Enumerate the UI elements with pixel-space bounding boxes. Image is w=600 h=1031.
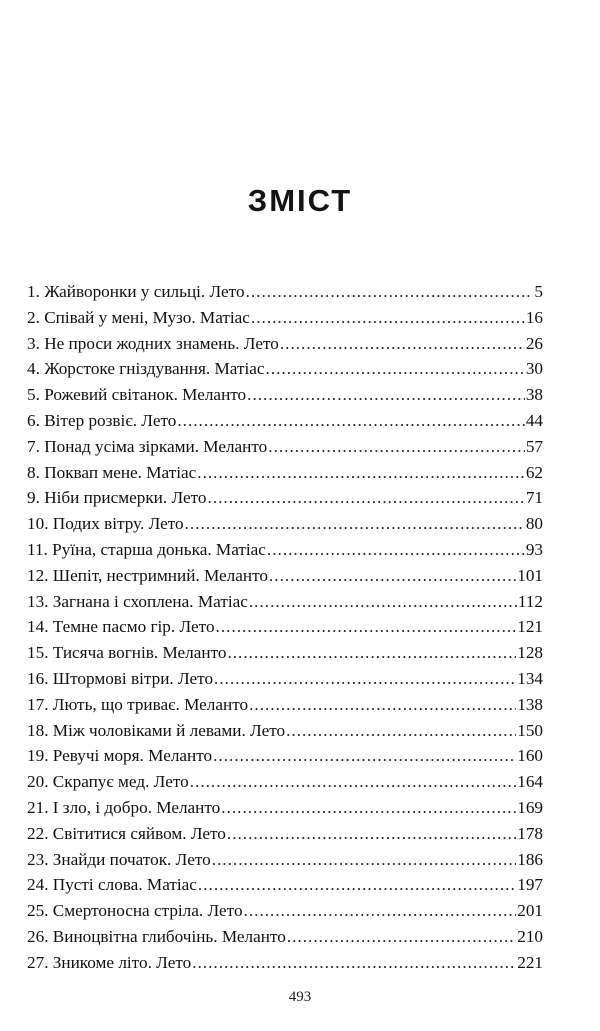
dot-leader — [227, 821, 516, 847]
toc-entry-title: 4. Жорстоке гніздування. Матіас — [27, 359, 265, 379]
toc-entry-title: 21. І зло, і добро. Меланто — [27, 797, 221, 817]
toc-entry — [27, 743, 543, 769]
toc-entry-page: 101 — [517, 565, 543, 585]
toc-entry-title: 12. Шепіт, нестримний. Меланто — [27, 565, 268, 585]
dot-leader — [198, 872, 516, 898]
toc-entry — [27, 666, 543, 692]
toc-entry — [27, 511, 543, 537]
dot-leader — [249, 589, 517, 615]
dot-leader — [190, 769, 516, 795]
dot-leader — [197, 460, 525, 486]
toc-entry — [27, 434, 543, 460]
dot-leader — [251, 305, 525, 331]
toc-entry-title: 6. Вітер розвіє. Лето — [27, 410, 177, 430]
dot-leader — [246, 279, 534, 305]
toc-entry — [27, 305, 543, 331]
toc-entry — [27, 872, 543, 898]
toc-entry — [27, 950, 543, 976]
toc-entry-title: 2. Співай у мені, Музо. Матіас — [27, 307, 250, 327]
toc-entry-title: 19. Ревучі моря. Меланто — [27, 746, 213, 766]
toc-entry-page: 221 — [517, 952, 543, 972]
dot-leader — [214, 666, 516, 692]
toc-entry — [27, 460, 543, 486]
dot-leader — [268, 434, 525, 460]
toc-entry — [27, 485, 543, 511]
toc-entry-page: 178 — [517, 823, 543, 843]
toc-entry-page: 128 — [517, 643, 543, 663]
toc-entry-title: 26. Виноцвітна глибочінь. Меланто — [27, 926, 286, 946]
dot-leader — [227, 640, 516, 666]
toc-entry-page: 57 — [525, 436, 543, 456]
toc-entry-page: 112 — [517, 591, 543, 611]
toc-entry — [27, 614, 543, 640]
toc-entry-page: 30 — [525, 359, 543, 379]
page-number: 493 — [288, 989, 312, 1005]
toc-entry-title: 14. Темне пасмо гір. Лето — [27, 617, 215, 637]
toc-entry-page: 138 — [517, 694, 543, 714]
table-of-contents — [27, 279, 543, 976]
toc-entry-title: 3. Не проси жодних знамень. Лето — [27, 333, 279, 353]
toc-entry-title: 5. Рожевий світанок. Меланто — [27, 385, 247, 405]
dot-leader — [269, 563, 516, 589]
toc-entry — [27, 331, 543, 357]
dot-leader — [192, 950, 516, 976]
dot-leader — [212, 847, 517, 873]
toc-entry — [27, 821, 543, 847]
dot-leader — [213, 743, 516, 769]
toc-entry — [27, 718, 543, 744]
dot-leader — [249, 692, 516, 718]
toc-entry-page: 16 — [525, 307, 543, 327]
toc-entry-title: 24. Пусті слова. Матіас — [27, 875, 197, 895]
toc-entry-title: 16. Штормові вітри. Лето — [27, 668, 214, 688]
toc-entry — [27, 537, 543, 563]
toc-entry-title: 25. Смертоносна стріла. Лето — [27, 901, 243, 921]
toc-entry-page: 150 — [517, 720, 543, 740]
toc-entry-title: 17. Лють, що триває. Меланто — [27, 694, 249, 714]
toc-entry-page: 26 — [525, 333, 543, 353]
toc-entry-page: 169 — [517, 797, 543, 817]
toc-entry-page: 44 — [525, 410, 543, 430]
toc-entry-title: 1. Жайворонки у сильці. Лето — [27, 282, 245, 301]
toc-entry-title: 20. Скрапує мед. Лето — [27, 772, 189, 792]
toc-entry-title: 15. Тисяча вогнів. Меланто — [27, 643, 227, 663]
page-title: ЗМІСТ — [247, 182, 353, 218]
toc-entry-title: 11. Руїна, старша донька. Матіас — [27, 539, 266, 559]
toc-entry-page: 93 — [525, 539, 543, 559]
dot-leader — [244, 898, 517, 924]
toc-entry — [27, 279, 543, 305]
toc-entry-page: 160 — [517, 746, 543, 766]
toc-entry-page: 186 — [517, 849, 543, 869]
toc-entry — [27, 847, 543, 873]
toc-entry-page: 210 — [517, 926, 543, 946]
toc-entry — [27, 563, 543, 589]
toc-entry-title: 10. Подих вітру. Лето — [27, 514, 184, 534]
toc-entry — [27, 382, 543, 408]
toc-entry — [27, 924, 543, 950]
toc-entry-title: 22. Світитися сяйвом. Лето — [27, 823, 226, 843]
toc-entry-title: 18. Між чоловіками й левами. Лето — [27, 720, 286, 740]
toc-entry — [27, 898, 543, 924]
toc-entry-page: 201 — [517, 901, 543, 921]
dot-leader — [247, 382, 525, 408]
dot-leader — [280, 331, 525, 357]
toc-entry-title: 8. Поквап мене. Матіас — [27, 462, 197, 482]
toc-entry-title: 23. Знайди початок. Лето — [27, 849, 211, 869]
dot-leader — [208, 485, 525, 511]
toc-entry — [27, 356, 543, 382]
toc-entry — [27, 769, 543, 795]
toc-entry-title: 9. Ніби присмерки. Лето — [27, 488, 207, 508]
toc-entry-title: 13. Загнана і схоплена. Матіас — [27, 591, 248, 611]
toc-entry — [27, 589, 543, 615]
toc-entry-title: 7. Понад усіма зірками. Меланто — [27, 436, 268, 456]
dot-leader — [287, 924, 516, 950]
toc-entry-page: 71 — [525, 488, 543, 508]
toc-entry-page: 38 — [525, 385, 543, 405]
toc-entry-page: 164 — [517, 772, 543, 792]
toc-entry-page: 62 — [525, 462, 543, 482]
dot-leader — [286, 718, 516, 744]
toc-entry-page: 121 — [517, 617, 543, 637]
toc-entry-page: 197 — [517, 875, 543, 895]
toc-entry-page: 134 — [517, 668, 543, 688]
toc-entry-page: 5 — [534, 282, 543, 301]
dot-leader — [177, 408, 524, 434]
dot-leader — [185, 511, 525, 537]
dot-leader — [267, 537, 525, 563]
toc-entry — [27, 408, 543, 434]
toc-entry — [27, 640, 543, 666]
toc-entry — [27, 795, 543, 821]
dot-leader — [216, 614, 517, 640]
dot-leader — [221, 795, 516, 821]
toc-entry-title: 27. Зникоме літо. Лето — [27, 952, 192, 972]
toc-entry-page: 80 — [525, 514, 543, 534]
toc-entry — [27, 692, 543, 718]
dot-leader — [266, 356, 525, 382]
